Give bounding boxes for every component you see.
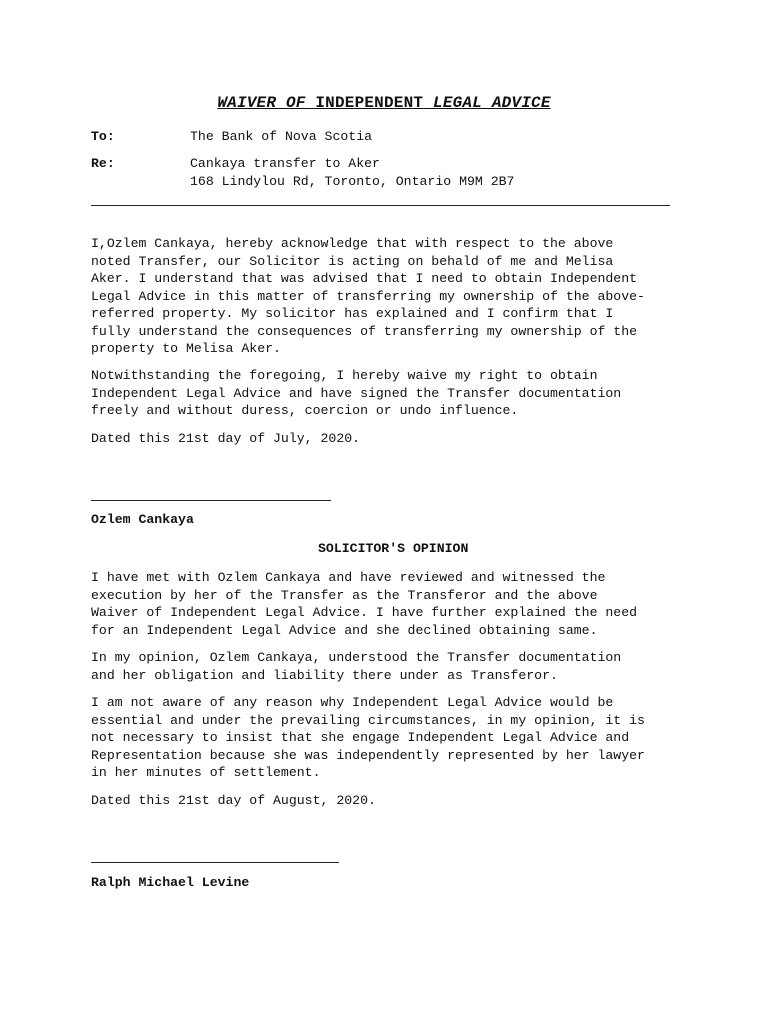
re-line-2: 168 Lindylou Rd, Toronto, Ontario M9M 2B7	[190, 174, 515, 189]
signature-line-2	[91, 862, 339, 863]
opinion-paragraph-2: In my opinion, Ozlem Cankaya, understood the Transfer documentation and her obligation and liability there under as Transferor.	[91, 650, 622, 683]
signature-line-1	[91, 500, 331, 501]
signer-name-1: Ozlem Cankaya	[91, 512, 194, 527]
dated-line-1: Dated this 21st day of July, 2020.	[91, 431, 361, 446]
waiver-paragraph: Notwithstanding the foregoing, I hereby waive my right to obtain Independent Legal Advice and have signed the Transfer documentation freely and without duress, coercion or undo influence.	[91, 368, 622, 418]
to-value: The Bank of Nova Scotia	[190, 129, 373, 144]
document-title	[0, 94, 768, 112]
re-line-1: Cankaya transfer to Aker	[190, 156, 380, 171]
opinion-paragraph-1: I have met with Ozlem Cankaya and have reviewed and witnessed the execution by her of the Transfer as the Transferor and the above Waiver of Independent Legal Advice. I have further explained the need for an Independent Legal Advice and she declined obtaining same.	[91, 570, 638, 638]
title-part-2: INDEPENDENT	[315, 94, 424, 112]
header-divider	[91, 205, 670, 206]
signer-name-2: Ralph Michael Levine	[91, 875, 250, 890]
re-label: Re:	[91, 156, 115, 171]
title-part-3: LEGAL ADVICE	[433, 94, 551, 112]
acknowledgement-paragraph: I,Ozlem Cankaya, hereby acknowledge that with respect to the above noted Transfer, our Solicitor is acting on behald of me and Melisa Aker. I understand that was advised that I need to obtain Independent Legal Advice in this matter of transferring my ownership of the above- referred property. My solicitor has explained and I confirm that I fully understand the consequences of transferring my ownership of the property to Melisa Aker.	[91, 236, 645, 356]
solicitor-opinion-heading: SOLICITOR'S OPINION	[318, 541, 469, 556]
dated-line-2: Dated this 21st day of August, 2020.	[91, 793, 376, 808]
opinion-paragraph-3: I am not aware of any reason why Independent Legal Advice would be essential and under the prevailing circumstances, in my opinion, it is not necessary to insist that she engage Independent Legal Advice and Representation because she was independently represented by her lawyer in her minutes of settlement.	[91, 695, 645, 780]
title-part-1: WAIVER OF	[217, 94, 306, 112]
to-label: To:	[91, 129, 115, 144]
